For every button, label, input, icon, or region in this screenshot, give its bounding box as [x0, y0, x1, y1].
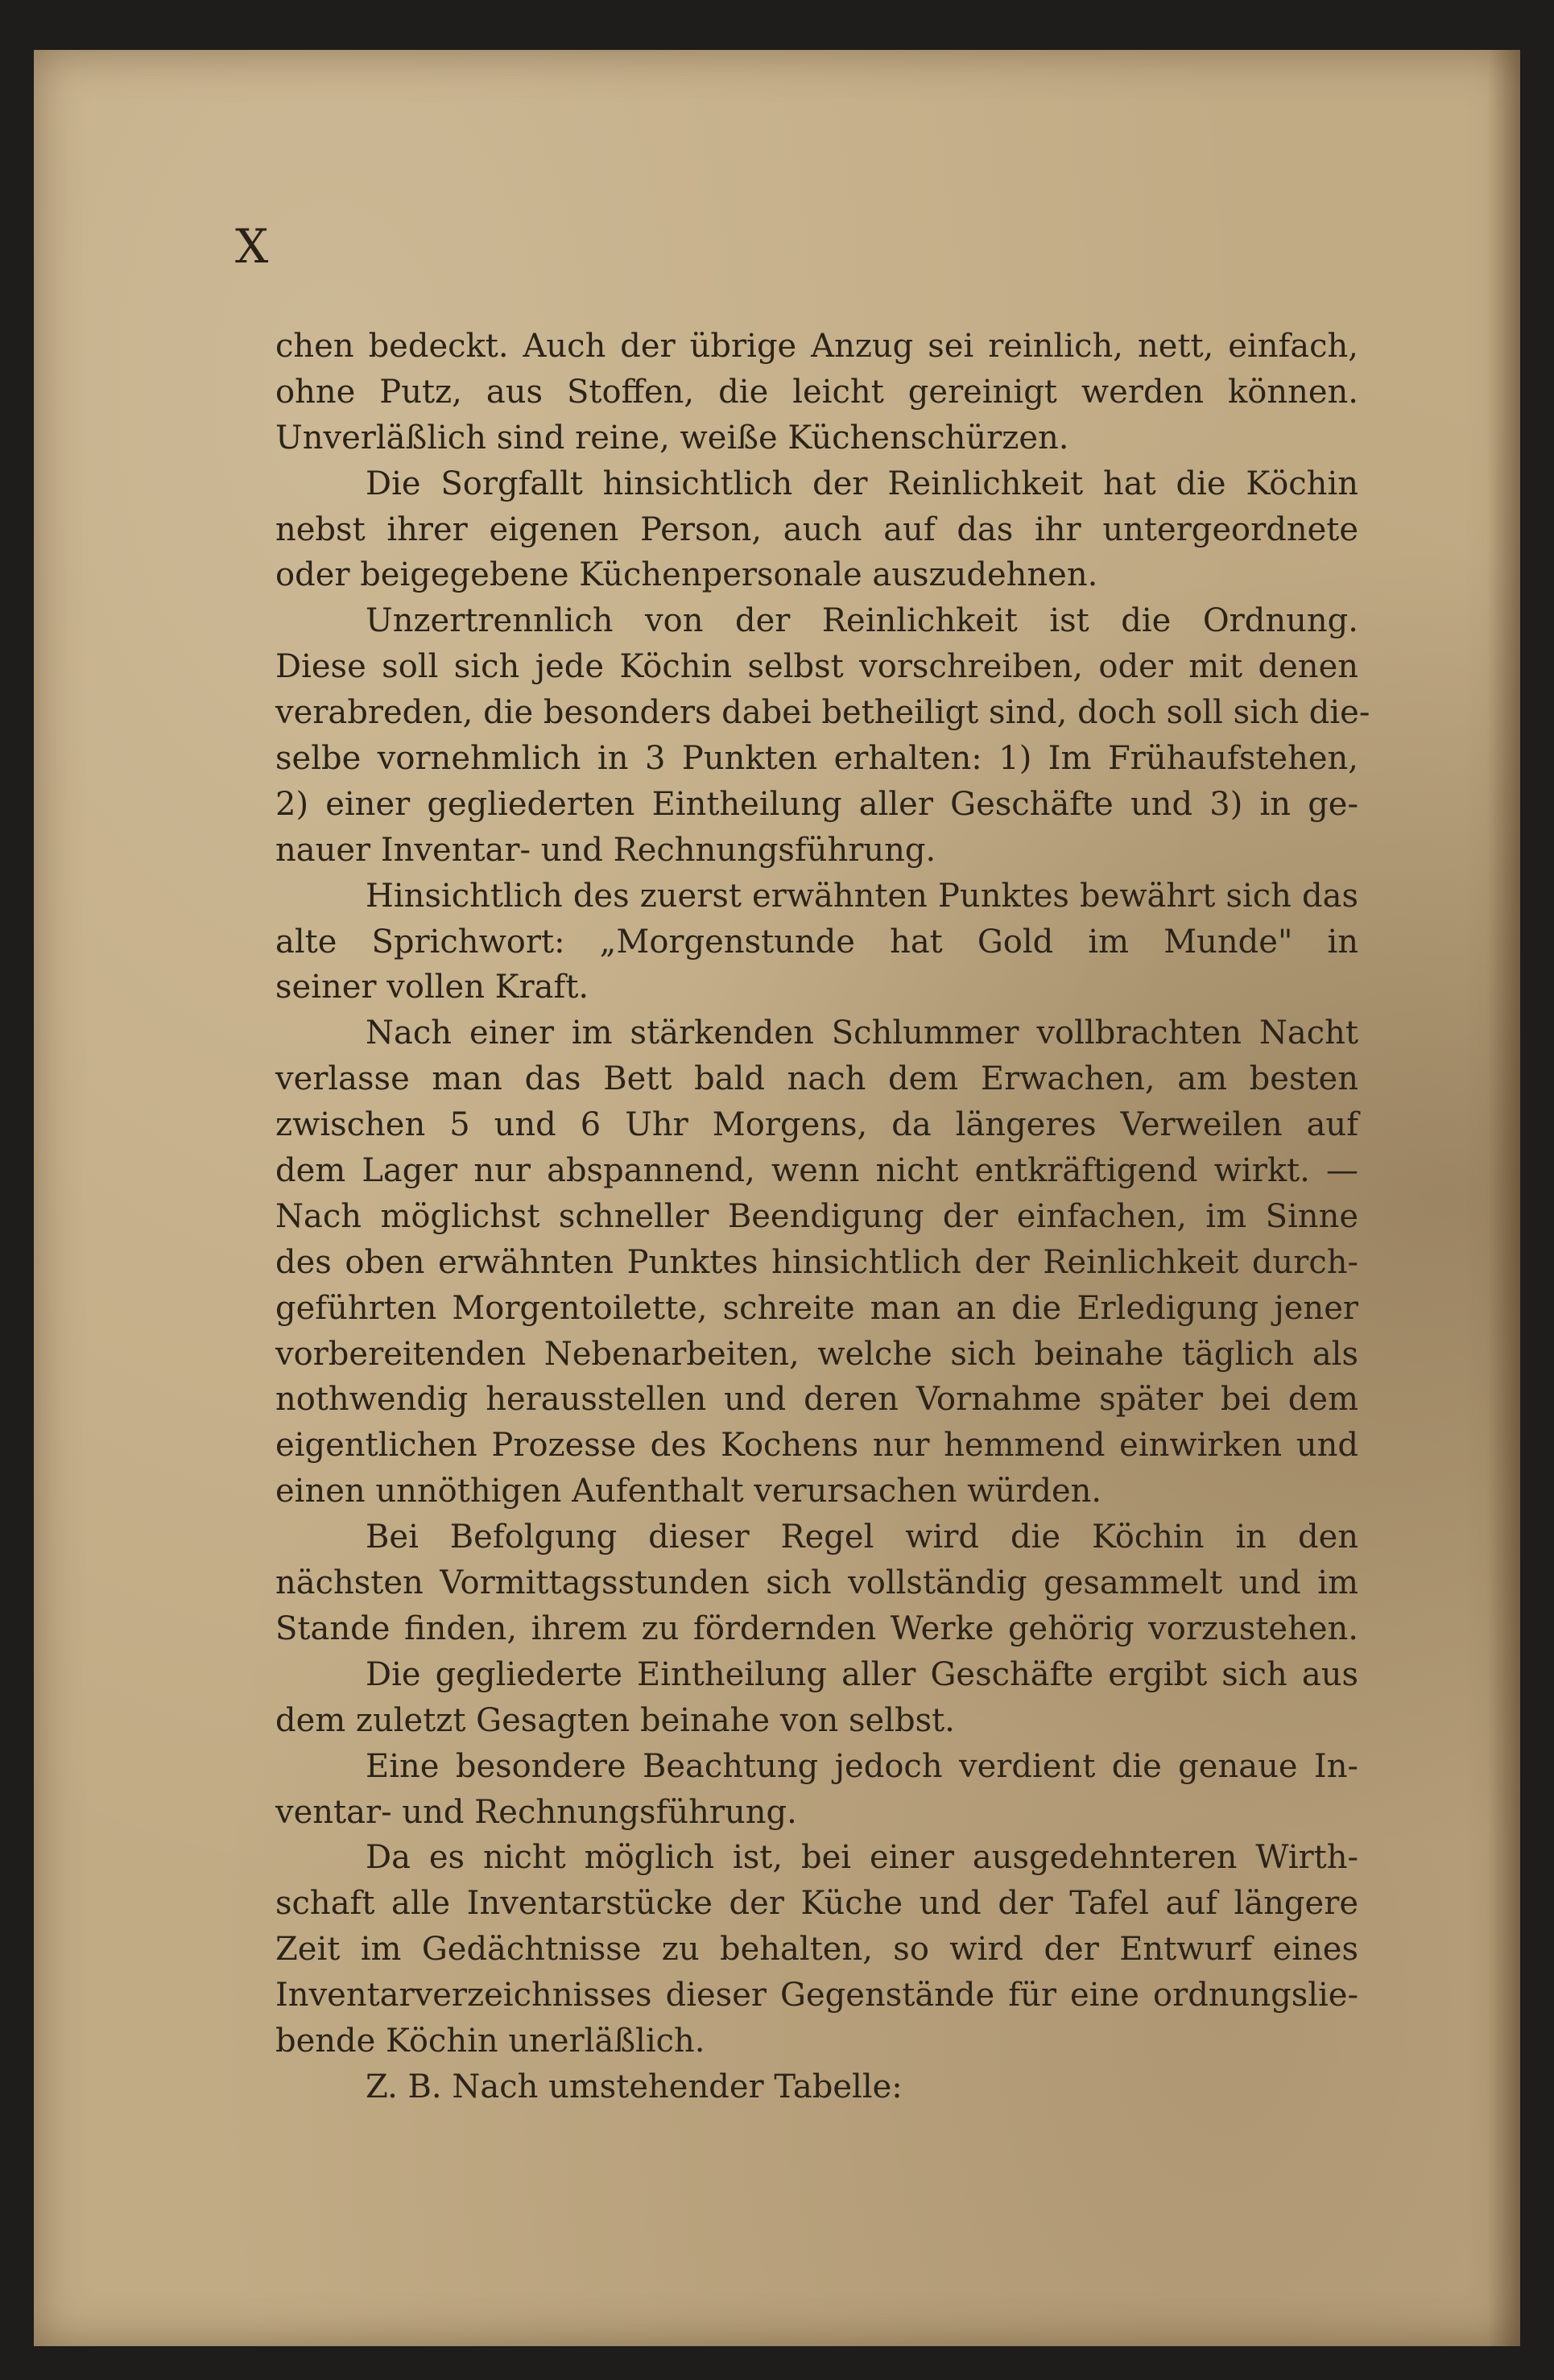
- text-line: Bei Befolgung dieser Regel wird die Köchin in den: [366, 1518, 1358, 1556]
- text-line: nauer Inventar- und Rechnungsführung.: [275, 831, 936, 869]
- text-line: nothwendig herausstellen und deren Vornahme später bei dem: [275, 1381, 1358, 1419]
- text-line: Die Sorgfallt hinsichtlich der Reinlichkeit hat die Köchin: [366, 465, 1358, 502]
- text-line: ohne Putz, aus Stoffen, die leicht gereinigt werden können.: [275, 373, 1358, 411]
- text-line: selbe vornehmlich in 3 Punkten erhalten: 1) Im Frühaufstehen,: [275, 740, 1358, 778]
- text-line: chen bedeckt. Auch der übrige Anzug sei reinlich, nett, einfach,: [275, 328, 1358, 365]
- text-line: verabreden, die besonders dabei betheiligt sind, doch soll sich die-: [275, 694, 1370, 732]
- text-line: Nach einer im stärkenden Schlummer vollbrachten Nacht: [366, 1014, 1358, 1052]
- text-line: dem zuletzt Gesagten beinahe von selbst.: [275, 1701, 955, 1739]
- text-line: Zeit im Gedächtnisse zu behalten, so wird der Entwurf eines: [275, 1931, 1358, 1969]
- text-line: seiner vollen Kraft.: [275, 969, 589, 1006]
- text-line: schaft alle Inventarstücke der Küche und der Tafel auf längere: [275, 1885, 1358, 1923]
- book-page: [34, 50, 1520, 2346]
- text-line: vorbereitenden Nebenarbeiten, welche sich beinahe täglich als: [275, 1335, 1358, 1373]
- text-line: oder beigegebene Küchenpersonale auszudehnen.: [275, 556, 1098, 594]
- text-line: Stande finden, ihrem zu fördernden Werke gehörig vorzustehen.: [275, 1609, 1358, 1647]
- text-line: nebst ihrer eigenen Person, auch auf das ihr untergeordnete: [275, 510, 1358, 548]
- text-line: 2) einer gegliederten Eintheilung aller Geschäfte und 3) in ge-: [275, 785, 1358, 823]
- text-line: dem Lager nur abspannend, wenn nicht entkräftigend wirkt. —: [275, 1152, 1358, 1190]
- text-line: Z. B. Nach umstehender Tabelle:: [366, 2068, 903, 2105]
- text-line: Hinsichtlich des zuerst erwähnten Punktes bewährt sich das: [366, 877, 1358, 915]
- text-line: eigentlichen Prozesse des Kochens nur hemmend einwirken und: [275, 1427, 1358, 1465]
- text-line: nächsten Vormittagsstunden sich vollständig gesammelt und im: [275, 1564, 1358, 1602]
- text-line: Da es nicht möglich ist, bei einer ausgedehnteren Wirth-: [366, 1839, 1358, 1877]
- text-line: geführten Morgentoilette, schreite man an die Erledigung jener: [275, 1289, 1358, 1327]
- text-line: Nach möglichst schneller Beendigung der einfachen, im Sinne: [275, 1197, 1358, 1235]
- body-text: [275, 324, 1370, 2110]
- text-line: Inventarverzeichnisses dieser Gegenstände für eine ordnungslie-: [275, 1977, 1358, 2014]
- text-line: ventar- und Rechnungsführung.: [275, 1793, 797, 1831]
- text-line: bende Köchin unerläßlich.: [275, 2022, 705, 2060]
- text-line: Unzertrennlich von der Reinlichkeit ist die Ordnung.: [366, 602, 1358, 640]
- text-line: Diese soll sich jede Köchin selbst vorschreiben, oder mit denen: [275, 648, 1358, 686]
- text-line: Die gegliederte Eintheilung aller Geschäfte ergibt sich aus: [366, 1655, 1358, 1693]
- text-line: alte Sprichwort: „Morgenstunde hat Gold im Munde" in: [275, 923, 1358, 961]
- text-line: des oben erwähnten Punktes hinsichtlich der Reinlichkeit durch-: [275, 1243, 1358, 1281]
- page-number: X: [235, 219, 269, 274]
- text-line: Unverläßlich sind reine, weiße Küchenschürzen.: [275, 419, 1069, 457]
- page-edge-shadow: [1488, 50, 1520, 2346]
- text-line: verlasse man das Bett bald nach dem Erwachen, am besten: [275, 1060, 1358, 1098]
- text-line: Eine besondere Beachtung jedoch verdient die genaue In-: [366, 1747, 1358, 1785]
- text-line: einen unnöthigen Aufenthalt verursachen würden.: [275, 1473, 1102, 1510]
- text-line: zwischen 5 und 6 Uhr Morgens, da längeres Verweilen auf: [275, 1106, 1358, 1144]
